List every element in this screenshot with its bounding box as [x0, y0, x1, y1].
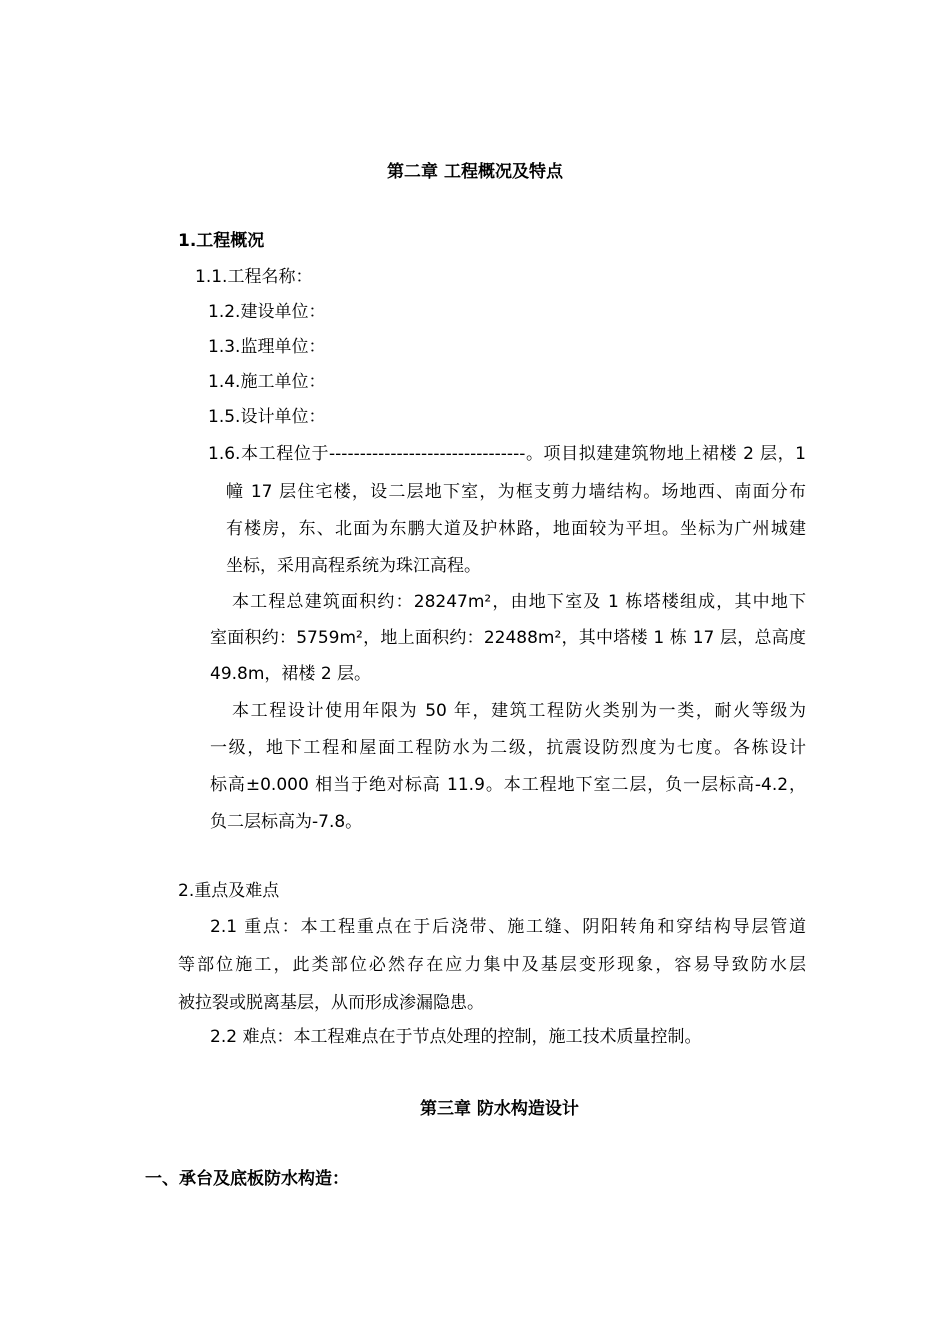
item-supervisor: 1.3.监理单位： — [208, 337, 326, 357]
design-line-1: 本工程设计使用年限为 50 年，建筑工程防火类别为一类，耐火等级为 — [232, 701, 806, 721]
key-line-3: 被拉裂或脱离基层，从而形成渗漏隐患。 — [178, 993, 484, 1013]
key-line-2: 等部位施工，此类部位必然存在应力集中及基层变形现象，容易导致防水层 — [178, 955, 806, 975]
item-project-name: 1.1.工程名称： — [195, 267, 313, 287]
location-line-2: 幢 17 层住宅楼，设二层地下室，为框支剪力墙结构。场地西、南面分布 — [226, 482, 806, 502]
area-line-2: 室面积约：5759m²，地上面积约：22488m²，其中塔楼 1 栋 17 层，总高度 — [210, 628, 806, 648]
item-contractor: 1.4.施工单位： — [208, 372, 326, 392]
location-line-3: 有楼房，东、北面为东鹏大道及护林路，地面较为平坦。坐标为广州城建 — [226, 519, 806, 539]
chapter-2-title: 第二章 工程概况及特点 — [387, 162, 563, 182]
chapter-3-title: 第三章 防水构造设计 — [420, 1099, 579, 1119]
section-2-heading: 2.重点及难点 — [178, 881, 280, 901]
location-line-4: 坐标，采用高程系统为珠江高程。 — [226, 556, 481, 576]
design-line-2: 一级，地下工程和屋面工程防水为二级，抗震设防烈度为七度。各栋设计 — [210, 738, 806, 758]
area-line-3: 49.8m，裙楼 2 层。 — [210, 664, 372, 684]
section-1-heading: 1.工程概况 — [178, 231, 265, 251]
design-line-3: 标高±0.000 相当于绝对标高 11.9。本工程地下室二层，负一层标高-4.2， — [210, 775, 806, 795]
key-line-1: 2.1 重点：本工程重点在于后浇带、施工缝、阴阳转角和穿结构导层管道 — [210, 917, 806, 937]
difficulty-line: 2.2 难点：本工程难点在于节点处理的控制，施工技术质量控制。 — [210, 1027, 702, 1047]
item-owner: 1.2.建设单位： — [208, 302, 326, 322]
area-line-1: 本工程总建筑面积约：28247m²，由地下室及 1 栋塔楼组成，其中地下 — [232, 592, 806, 612]
design-line-4: 负二层标高为-7.8。 — [210, 812, 363, 832]
chapter-3-subheading: 一、承台及底板防水构造： — [145, 1169, 349, 1189]
item-designer: 1.5.设计单位： — [208, 407, 326, 427]
location-line-1: 1.6.本工程位于--------------------------------。项目拟建建筑物地上裙楼 2 层，1 — [208, 444, 806, 464]
